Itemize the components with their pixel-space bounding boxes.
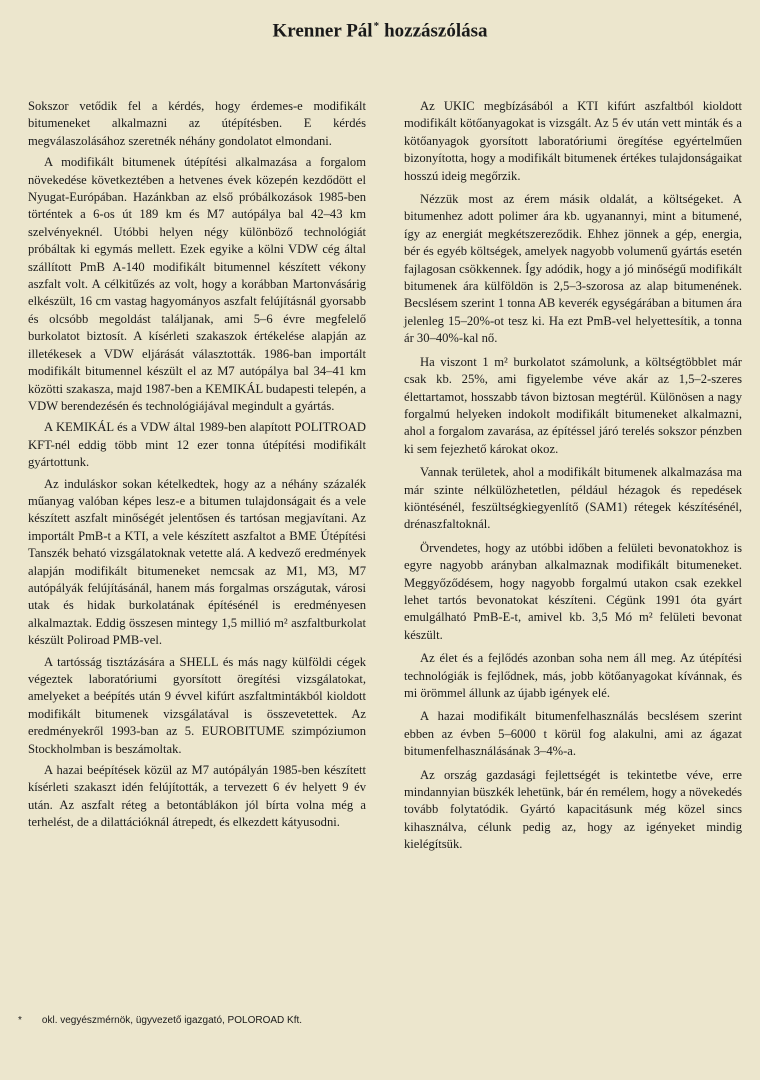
paragraph: A KEMIKÁL és a VDW által 1989-ben alapított POLITROAD KFT-nél eddig több mint 12 ezer tonna útépítési modifikált gyártottunk. — [28, 420, 366, 470]
paragraph: Ha viszont 1 m² burkolatot számolunk, a költségtöbblet már csak kb. 25%, ami figyelembe véve akár az 1,5–2-szeres élettartamot, hosszabb távon biztosan megtérül. Különösen a nagy forgalmú helyeken indokolt modifikált bitumeneket alkalmazni, ahol a forgalom zavarása, az építéssel járó terelés sokszor pénzben ki sem fejezhető károkat okoz. — [404, 354, 742, 456]
article-title — [0, 20, 760, 42]
paragraph: Az élet és a fejlődés azonban soha nem áll meg. Az útépítési technológiák is fejlődnek, más, jobb kötőanyagokat kívánnak, és mi örömmel állunk az újabb igények elé. — [404, 651, 742, 700]
left-column — [28, 98, 366, 836]
footnote-text: okl. vegyészmérnök, ügyvezető igazgató, POLOROAD Kft. — [41, 1015, 303, 1026]
footnote — [18, 1015, 302, 1026]
right-column — [404, 98, 742, 858]
paragraph: Az ország gazdasági fejlettségét is tekintetbe véve, erre mindannyian büszkék lehetünk, bár én remélem, hogy a növekedés tovább folytatódik. Gyártó kapacitásunk még közel sincs kihasználva, célunk pedig az, hogy az igényeket mindig kielégítsük. — [404, 767, 742, 852]
title-footnote-marker: * — [373, 20, 380, 32]
title-author: Krenner Pál — [272, 20, 373, 42]
paragraph: A modifikált bitumenek útépítési alkalmazása a forgalom növekedése következtében a hetvenes évek közepén kezdődött el Nyugat-Európában. Hazánkban az első próbálkozások 1985-ben történtek a 6-os út 189 km és M7 autópálya bal 42–43 km szelvényeknél. Utóbbi helyen négy különböző technológiát próbáltak ki egymás mellett. Ezek egyike a kölni VDW cég által szállított PmB A-140 modifikált bitumennel készített vékony aszfalt volt. A célkitűzés az volt, hogy a korábban Martonvásárig elkészült, 16 cm vastag hagyományos aszfalt felújításnál gyorsabb és olcsóbb megoldást találjanak, ami 5–6 évre megfelelő burkolatot biztosít. A kísérleti szakaszok értékelése alapján az illetékesek a VDW eljárását választották. 1986-ban importált modifikált bitumennel készült el az M7 autópálya bal 34–41 km közötti szakasza, majd 1987-ben a KEMIKÁL budapesti telepén, a VDW berendezésén és technológiájával megindult a gyártás. — [28, 155, 366, 413]
paragraph: Örvendetes, hogy az utóbbi időben a felületi bevonatokhoz is egyre nagyobb arányban alkalmaznak modifikált bitumeneket. Meggyőződésem, hogy nagyobb forgalmú utakon csak ezekkel lehet tartós bevonatokat készíteni. Cégünk 1991 óta gyárt emulgálható PmB-E-t, amivel kb. 3,5 Mó m² felületi bevonat készült. — [404, 540, 742, 642]
paragraph: Vannak területek, ahol a modifikált bitumenek alkalmazása ma már szinte nélkülözhetetlen, például hézagok és repedések kiöntésénél, feszültségkiegyenlítő (SAM1) rétegek készítésénél, drénaszfaltoknál. — [404, 465, 742, 532]
paragraph: A hazai beépítések közül az M7 autópályán 1985-ben készített kísérleti szakaszt idén felújították, a tervezett 6 év helyett 9 év után. Az aszfalt réteg a betontáblákon jól bírta volna még a terhelést, de a dilattációknál átrepedt, és elkezdett kátyusodni. — [28, 763, 366, 830]
paragraph: Nézzük most az érem másik oldalát, a költségeket. A bitumenhez adott polimer ára kb. ugyanannyi, mint a bitumené, így az energiát megkétszereződik. Ehhez jönnek a gép, energia, bér és egyéb költségek, amelyek nagyobb volumenű gyártás esetén fajlagosan csökkennek. Így adódik, hogy a jó minőségű modifikált bitumenek ára külföldön is 2,5–3-szorosa az alap bitumenének. Becslésem szerint 1 tonna AB keverék egységárában a bitumen ára jelenleg 15–20%-ot tesz ki. Ha ezt PmB-vel helyettesítik, a tonna ár 30–40%-kal nő. — [404, 192, 742, 346]
footnote-marker: * — [18, 1015, 22, 1026]
title-suffix: hozzászólása — [384, 20, 488, 42]
paragraph: Sokszor vetődik fel a kérdés, hogy érdemes-e modifikált bitumeneket alkalmazni az útépítésben. E kérdés megválaszolásához szeretnék néhány gondolatot elmondani. — [28, 99, 366, 148]
paragraph: Az UKIC megbízásából a KTI kifúrt aszfaltból kioldott modifikált kötőanyagokat is vizsgált. Az 5 év után vett minták és a kötőanyagok gyorsított laboratóriumi öregítése egyértelműen bizonyította, hogy a modifikált bitumenek értékes tulajdonságaikat hosszú ideig megőrzik. — [404, 99, 742, 183]
paragraph: A hazai modifikált bitumenfelhasználás becslésem szerint ebben az évben 5–6000 t körül fog alakulni, ami az ágazat bitumenfelhasználásának 3–4%-a. — [404, 709, 742, 759]
paragraph: Az induláskor sokan kételkedtek, hogy az a néhány százalék műanyag valóban képes lesz-e a bitumen tulajdonságait és a vele készített aszfalt minőségét jelentősen és tartósan megjavítani. Az importált PmB-t a KTI, a vele készített aszfaltot a BME Útépítési Tanszék beható vizsgálatoknak vetette alá. A kedvező eredmények alapján modifikált bitumeneket nemcsak az M1, M3, M7 autópályák felújításánál, hanem más forgalmas országutak, városi utak és hidak burkolatának építésénél is eredményesen alkalmaztak. Eddig összesen mintegy 1,5 millió m² aszfaltburkolat készült Poliroad PMB-vel. — [28, 476, 366, 648]
paragraph: A tartósság tisztázására a SHELL és más nagy külföldi cégek végeztek laboratóriumi gyorsított öregítési vizsgálatokat, amelyeket a beépítés után 9 évvel kifúrt aszfaltmintákból kioldott modifikált bitumenek vizsgálatával is összevetettek. Az eredményekről 1993-ban az 5. EUROBITUME szimpóziumon Stockholmban is beszámoltak. — [28, 654, 366, 756]
